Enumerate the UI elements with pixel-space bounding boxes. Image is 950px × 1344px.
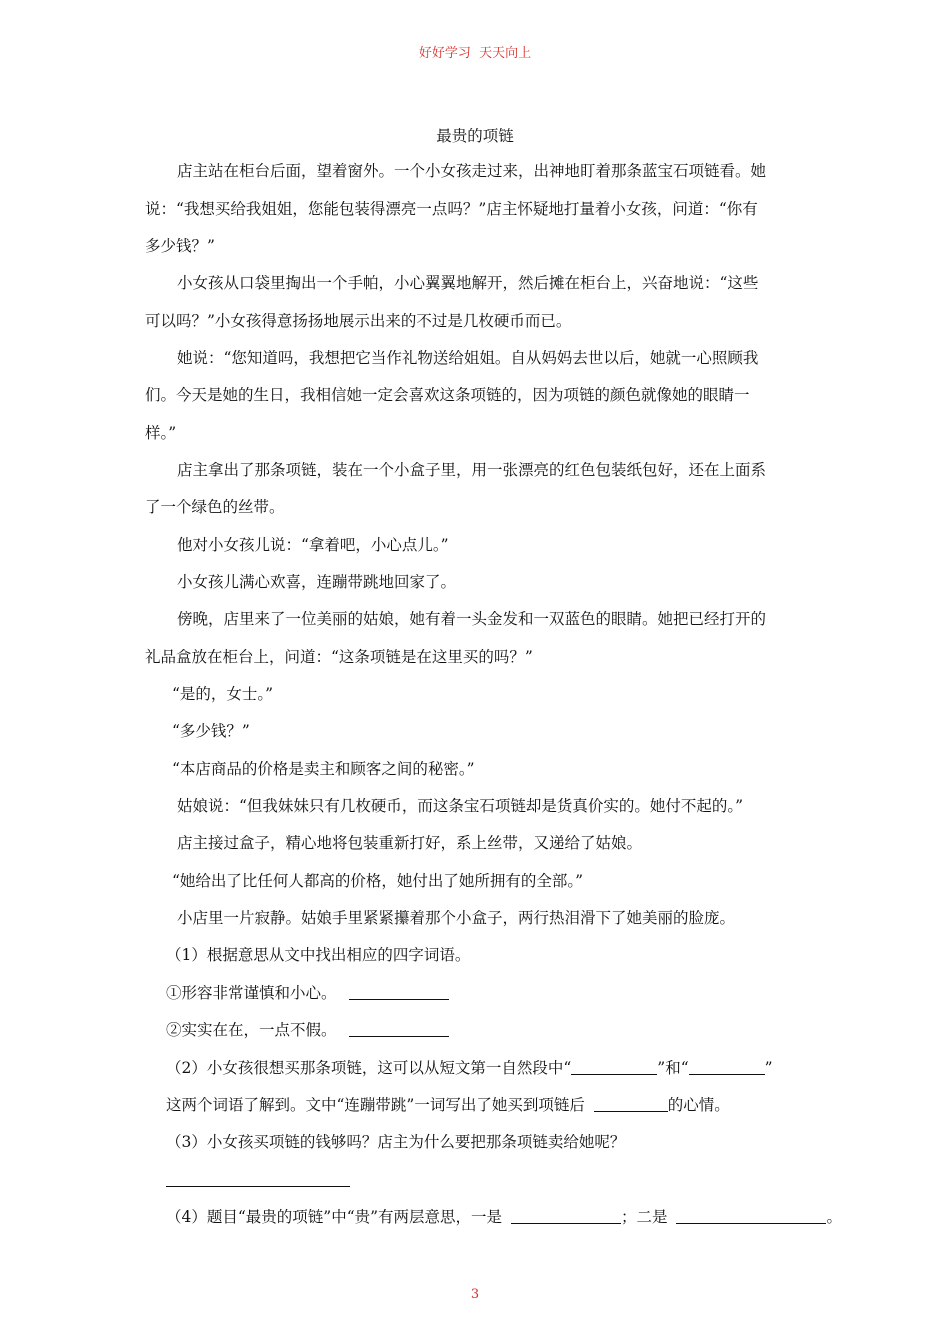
question-1-item-2-text: ②实实在在，一点不假。: [166, 1021, 337, 1039]
question-4-text: 。: [826, 1208, 842, 1226]
answer-blank[interactable]: [676, 1208, 826, 1224]
question-1-item-1: [166, 983, 449, 1003]
text-line: 样。”: [145, 424, 177, 442]
article-title: 最贵的项链: [436, 127, 514, 145]
text-line: 小店里一片寂静。姑娘手里紧紧攥着那个小盒子，两行热泪滑下了她美丽的脸庞。: [177, 909, 736, 927]
text-line: “多少钱？”: [172, 722, 250, 740]
text-line: 傍晚，店里来了一位美丽的姑娘，她有着一头金发和一双蓝色的眼睛。她把已经打开的: [177, 610, 767, 628]
page-header: 好好学习 天天向上: [418, 46, 532, 61]
question-2-text: 这两个词语了解到。文中“连蹦带跳”一词写出了她买到项链后: [166, 1096, 585, 1114]
answer-blank[interactable]: [689, 1059, 765, 1075]
page-number: 3: [470, 1287, 480, 1302]
answer-line[interactable]: [166, 1186, 350, 1187]
question-2-text: （2）小女孩很想买那条项链，这可以从短文第一自然段中“: [166, 1059, 572, 1077]
question-2-text: ”: [764, 1059, 773, 1077]
text-line: 说：“我想买给我姐姐，您能包装得漂亮一点吗？”店主怀疑地打量着小女孩，问道：“你有: [145, 200, 758, 218]
text-line: “是的，女士。”: [172, 685, 274, 703]
text-line: 他对小女孩儿说：“拿着吧，小心点儿。”: [177, 536, 449, 554]
question-2-line-2: [166, 1095, 730, 1115]
text-line: 可以吗？”小女孩得意扬扬地展示出来的不过是几枚硬币而已。: [145, 312, 572, 330]
text-line: 她说：“您知道吗，我想把它当作礼物送给姐姐。自从妈妈去世以后，她就一心照顾我: [177, 349, 759, 367]
question-4-text: ；二是: [621, 1208, 668, 1226]
text-line: 小女孩从口袋里掏出一个手帕，小心翼翼地解开，然后摊在柜台上，兴奋地说：“这些: [177, 274, 759, 292]
text-line: 多少钱？”: [145, 237, 215, 255]
question-1-item-1-text: ①形容非常谨慎和小心。: [166, 984, 337, 1002]
question-1-prompt: （1）根据意思从文中找出相应的四字词语。: [166, 946, 471, 964]
text-line: 店主站在柜台后面，望着窗外。一个小女孩走过来，出神地盯着那条蓝宝石项链看。她: [177, 162, 767, 180]
question-2-text: 的心情。: [667, 1096, 730, 1114]
text-line: 店主接过盒子，精心地将包装重新打好，系上丝带，又递给了姑娘。: [177, 834, 643, 852]
text-line: 小女孩儿满心欢喜，连蹦带跳地回家了。: [177, 573, 457, 591]
text-line: 们。今天是她的生日，我相信她一定会喜欢这条项链的，因为项链的颜色就像她的眼睛一: [145, 386, 750, 404]
answer-blank[interactable]: [349, 984, 449, 1000]
question-1-item-2: [166, 1020, 449, 1040]
text-line: “本店商品的价格是卖主和顾客之间的秘密。”: [172, 760, 475, 778]
text-line: 店主拿出了那条项链，装在一个小盒子里，用一张漂亮的红色包装纸包好，还在上面系: [177, 461, 767, 479]
question-4-line: [166, 1207, 842, 1227]
answer-blank[interactable]: [349, 1021, 449, 1037]
question-2-text: ”和“: [657, 1059, 689, 1077]
text-line: “她给出了比任何人都高的价格，她付出了她所拥有的全部。”: [172, 872, 584, 890]
text-line: 了一个绿色的丝带。: [145, 498, 285, 516]
answer-blank[interactable]: [511, 1208, 621, 1224]
text-line: 礼品盒放在柜台上，问道：“这条项链是在这里买的吗？”: [145, 648, 533, 666]
question-3-prompt: （3）小女孩买项链的钱够吗？店主为什么要把那条项链卖给她呢？: [166, 1133, 626, 1151]
answer-blank[interactable]: [571, 1059, 657, 1075]
question-4-text: （4）题目“最贵的项链”中“贵”有两层意思，一是: [166, 1208, 503, 1226]
answer-blank[interactable]: [594, 1096, 668, 1112]
text-line: 姑娘说：“但我妹妹只有几枚硬币，而这条宝石项链却是货真价实的。她付不起的。”: [177, 797, 744, 815]
question-2-line-1: [166, 1058, 773, 1078]
